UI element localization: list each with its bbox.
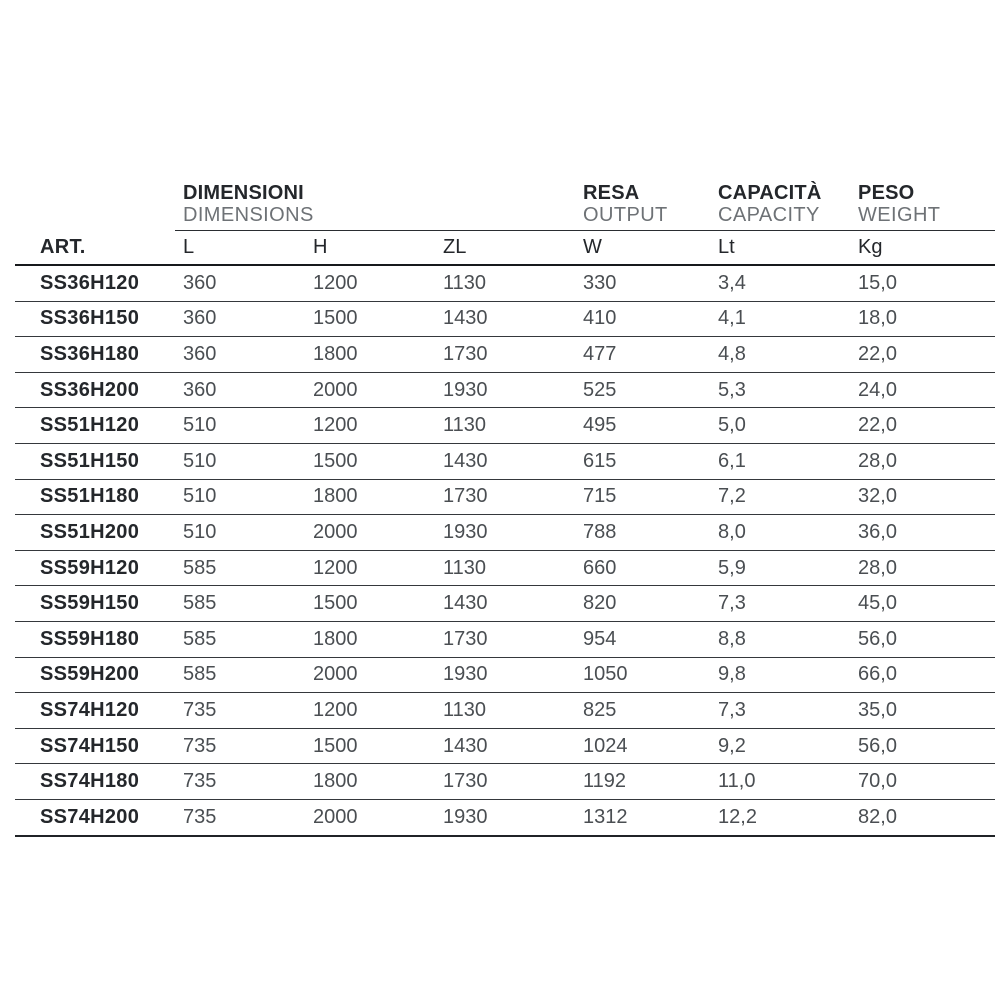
cell-zl: 1130 bbox=[435, 408, 575, 444]
cell-kg: 36,0 bbox=[850, 515, 995, 551]
column-header-h: H bbox=[305, 231, 435, 266]
column-header-art: ART. bbox=[15, 231, 175, 266]
cell-w: 1050 bbox=[575, 657, 710, 693]
cell-l: 585 bbox=[175, 621, 305, 657]
cell-l: 735 bbox=[175, 693, 305, 729]
table-row bbox=[15, 372, 995, 408]
group-output-secondary-label: OUTPUT bbox=[583, 204, 668, 226]
cell-lt: 3,4 bbox=[710, 265, 850, 301]
group-output-primary-label: RESA bbox=[583, 182, 640, 204]
group-weight bbox=[850, 172, 995, 231]
cell-h: 1800 bbox=[305, 337, 435, 373]
cell-kg: 56,0 bbox=[850, 621, 995, 657]
cell-zl: 1930 bbox=[435, 657, 575, 693]
cell-art: SS74H200 bbox=[15, 799, 175, 835]
cell-h: 2000 bbox=[305, 799, 435, 835]
cell-lt: 11,0 bbox=[710, 764, 850, 800]
table-row bbox=[15, 479, 995, 515]
cell-h: 1500 bbox=[305, 301, 435, 337]
cell-h: 2000 bbox=[305, 515, 435, 551]
table-row bbox=[15, 265, 995, 301]
group-capacity bbox=[710, 172, 850, 231]
table-body bbox=[15, 265, 995, 836]
cell-zl: 1130 bbox=[435, 265, 575, 301]
cell-w: 954 bbox=[575, 621, 710, 657]
cell-kg: 32,0 bbox=[850, 479, 995, 515]
cell-art: SS51H180 bbox=[15, 479, 175, 515]
cell-art: SS59H120 bbox=[15, 550, 175, 586]
cell-zl: 1730 bbox=[435, 479, 575, 515]
cell-lt: 7,3 bbox=[710, 693, 850, 729]
cell-kg: 22,0 bbox=[850, 337, 995, 373]
cell-art: SS59H150 bbox=[15, 586, 175, 622]
cell-h: 1800 bbox=[305, 479, 435, 515]
cell-zl: 1930 bbox=[435, 799, 575, 835]
cell-l: 735 bbox=[175, 728, 305, 764]
cell-h: 1800 bbox=[305, 764, 435, 800]
cell-art: SS51H200 bbox=[15, 515, 175, 551]
table-row bbox=[15, 337, 995, 373]
table-row bbox=[15, 728, 995, 764]
cell-zl: 1730 bbox=[435, 337, 575, 373]
table-row bbox=[15, 515, 995, 551]
cell-l: 510 bbox=[175, 408, 305, 444]
cell-art: SS36H180 bbox=[15, 337, 175, 373]
art-header-spacer bbox=[15, 172, 175, 231]
table-row bbox=[15, 408, 995, 444]
column-header-w: W bbox=[575, 231, 710, 266]
cell-art: SS36H200 bbox=[15, 372, 175, 408]
cell-zl: 1930 bbox=[435, 515, 575, 551]
table-header bbox=[15, 172, 995, 265]
cell-w: 715 bbox=[575, 479, 710, 515]
cell-w: 1024 bbox=[575, 728, 710, 764]
cell-zl: 1730 bbox=[435, 764, 575, 800]
cell-l: 510 bbox=[175, 479, 305, 515]
group-dimensions-primary-label: DIMENSIONI bbox=[183, 182, 304, 204]
cell-l: 360 bbox=[175, 372, 305, 408]
cell-art: SS74H120 bbox=[15, 693, 175, 729]
cell-h: 1200 bbox=[305, 265, 435, 301]
cell-w: 615 bbox=[575, 443, 710, 479]
cell-art: SS36H120 bbox=[15, 265, 175, 301]
column-header-row bbox=[15, 231, 995, 266]
cell-w: 477 bbox=[575, 337, 710, 373]
cell-kg: 82,0 bbox=[850, 799, 995, 835]
cell-h: 2000 bbox=[305, 657, 435, 693]
group-output bbox=[575, 172, 710, 231]
group-header-row bbox=[15, 172, 995, 231]
table-row bbox=[15, 657, 995, 693]
table-row bbox=[15, 799, 995, 835]
cell-art: SS74H180 bbox=[15, 764, 175, 800]
cell-l: 360 bbox=[175, 301, 305, 337]
column-header-l: L bbox=[175, 231, 305, 266]
column-header-zl: ZL bbox=[435, 231, 575, 266]
cell-h: 2000 bbox=[305, 372, 435, 408]
cell-zl: 1930 bbox=[435, 372, 575, 408]
cell-kg: 45,0 bbox=[850, 586, 995, 622]
cell-l: 510 bbox=[175, 515, 305, 551]
table-row bbox=[15, 550, 995, 586]
cell-h: 1800 bbox=[305, 621, 435, 657]
cell-w: 330 bbox=[575, 265, 710, 301]
cell-art: SS59H200 bbox=[15, 657, 175, 693]
cell-h: 1200 bbox=[305, 550, 435, 586]
table-row bbox=[15, 764, 995, 800]
cell-lt: 4,1 bbox=[710, 301, 850, 337]
cell-l: 360 bbox=[175, 265, 305, 301]
cell-l: 735 bbox=[175, 764, 305, 800]
column-header-lt: Lt bbox=[710, 231, 850, 266]
cell-kg: 28,0 bbox=[850, 550, 995, 586]
cell-lt: 9,8 bbox=[710, 657, 850, 693]
table-row bbox=[15, 621, 995, 657]
cell-zl: 1430 bbox=[435, 301, 575, 337]
cell-h: 1200 bbox=[305, 693, 435, 729]
cell-w: 1312 bbox=[575, 799, 710, 835]
cell-w: 495 bbox=[575, 408, 710, 444]
cell-w: 525 bbox=[575, 372, 710, 408]
group-weight-primary-label: PESO bbox=[858, 182, 915, 204]
cell-art: SS51H150 bbox=[15, 443, 175, 479]
cell-kg: 24,0 bbox=[850, 372, 995, 408]
cell-w: 788 bbox=[575, 515, 710, 551]
cell-w: 820 bbox=[575, 586, 710, 622]
cell-h: 1500 bbox=[305, 586, 435, 622]
cell-l: 510 bbox=[175, 443, 305, 479]
cell-lt: 7,3 bbox=[710, 586, 850, 622]
group-dimensions bbox=[175, 172, 575, 231]
cell-art: SS36H150 bbox=[15, 301, 175, 337]
table-row bbox=[15, 301, 995, 337]
group-capacity-primary-label: CAPACITÀ bbox=[718, 182, 822, 204]
table-row bbox=[15, 443, 995, 479]
group-dimensions-secondary-label: DIMENSIONS bbox=[183, 204, 314, 226]
cell-lt: 5,9 bbox=[710, 550, 850, 586]
group-weight-secondary-label: WEIGHT bbox=[858, 204, 941, 226]
cell-kg: 15,0 bbox=[850, 265, 995, 301]
cell-kg: 22,0 bbox=[850, 408, 995, 444]
cell-art: SS51H120 bbox=[15, 408, 175, 444]
cell-h: 1500 bbox=[305, 728, 435, 764]
cell-h: 1200 bbox=[305, 408, 435, 444]
cell-lt: 8,8 bbox=[710, 621, 850, 657]
cell-kg: 18,0 bbox=[850, 301, 995, 337]
cell-w: 410 bbox=[575, 301, 710, 337]
cell-kg: 35,0 bbox=[850, 693, 995, 729]
cell-lt: 6,1 bbox=[710, 443, 850, 479]
cell-l: 360 bbox=[175, 337, 305, 373]
cell-lt: 4,8 bbox=[710, 337, 850, 373]
cell-kg: 56,0 bbox=[850, 728, 995, 764]
cell-lt: 9,2 bbox=[710, 728, 850, 764]
cell-l: 585 bbox=[175, 586, 305, 622]
cell-zl: 1130 bbox=[435, 550, 575, 586]
table-row bbox=[15, 693, 995, 729]
cell-lt: 12,2 bbox=[710, 799, 850, 835]
column-header-kg: Kg bbox=[850, 231, 995, 266]
cell-zl: 1730 bbox=[435, 621, 575, 657]
group-capacity-secondary-label: CAPACITY bbox=[718, 204, 820, 226]
cell-kg: 28,0 bbox=[850, 443, 995, 479]
cell-zl: 1430 bbox=[435, 586, 575, 622]
cell-l: 585 bbox=[175, 657, 305, 693]
cell-lt: 5,3 bbox=[710, 372, 850, 408]
cell-art: SS59H180 bbox=[15, 621, 175, 657]
cell-l: 735 bbox=[175, 799, 305, 835]
cell-l: 585 bbox=[175, 550, 305, 586]
cell-lt: 5,0 bbox=[710, 408, 850, 444]
table-row bbox=[15, 586, 995, 622]
cell-w: 1192 bbox=[575, 764, 710, 800]
cell-lt: 7,2 bbox=[710, 479, 850, 515]
cell-h: 1500 bbox=[305, 443, 435, 479]
cell-kg: 70,0 bbox=[850, 764, 995, 800]
cell-kg: 66,0 bbox=[850, 657, 995, 693]
cell-zl: 1430 bbox=[435, 728, 575, 764]
cell-w: 825 bbox=[575, 693, 710, 729]
cell-art: SS74H150 bbox=[15, 728, 175, 764]
cell-lt: 8,0 bbox=[710, 515, 850, 551]
cell-zl: 1130 bbox=[435, 693, 575, 729]
cell-w: 660 bbox=[575, 550, 710, 586]
cell-zl: 1430 bbox=[435, 443, 575, 479]
spec-table bbox=[15, 172, 995, 837]
